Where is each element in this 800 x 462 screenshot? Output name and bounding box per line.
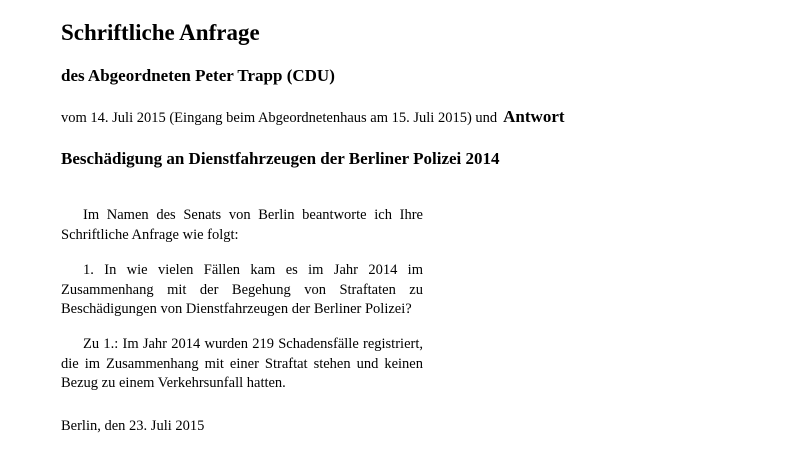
dates-text: vom 14. Juli 2015 (Eingang beim Abgeordnetenhaus am 15. Juli 2015) und xyxy=(61,110,498,126)
question-paragraph: 1. In wie vielen Fällen kam es im Jahr 2014 im Zusammenhang mit der Begehung von Straftaten zu Beschädigungen von Dienstfahrzeugen der Berliner Polizei? xyxy=(61,262,423,317)
intro-paragraph: Im Namen des Senats von Berlin beantworte ich Ihre Schriftliche Anfrage wie folgt: xyxy=(61,207,423,243)
document-title: Schriftliche Anfrage xyxy=(61,20,260,45)
date-line xyxy=(61,107,565,127)
answer-label: Antwort xyxy=(503,107,565,126)
author-line: des Abgeordneten Peter Trapp (CDU) xyxy=(61,66,335,85)
subject-heading: Beschädigung an Dienstfahrzeugen der Berliner Polizei 2014 xyxy=(61,149,500,168)
reply-paragraph: Zu 1.: Im Jahr 2014 wurden 219 Schadensfälle registriert, die im Zusammenhang mit einer Straftat stehen und keinen Bezug zu einem Verkehrsunfall hatten. xyxy=(61,336,423,391)
signature-line: Berlin, den 23. Juli 2015 xyxy=(61,418,205,434)
